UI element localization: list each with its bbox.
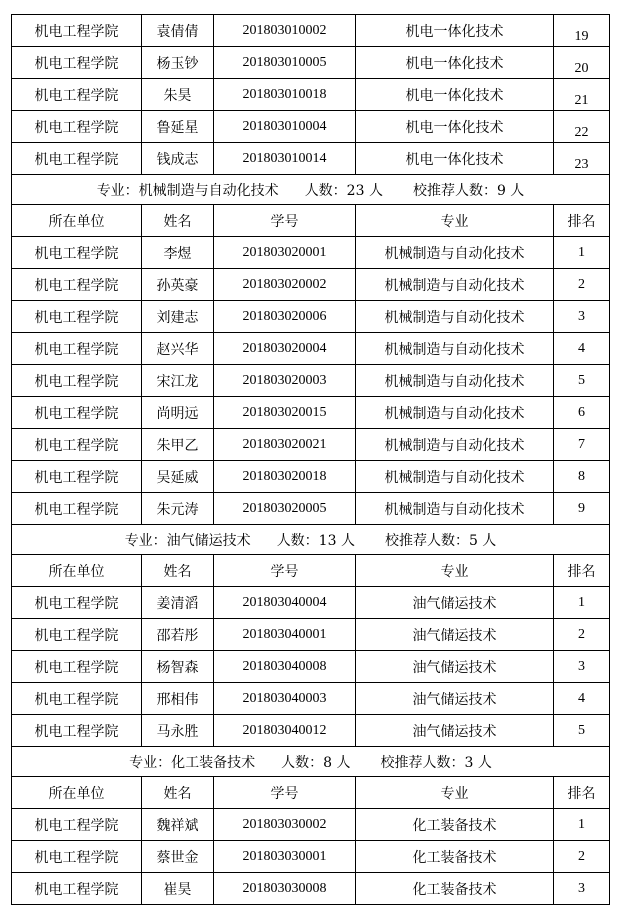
major-cell: 机电一体化技术 [356, 143, 554, 175]
column-header-row [12, 555, 610, 587]
major-cell: 油气储运技术 [356, 715, 554, 747]
student-id-cell: 201803040008 [214, 651, 356, 683]
name-cell: 朱昊 [142, 79, 214, 111]
rank-cell [554, 47, 610, 79]
major-cell: 机械制造与自动化技术 [356, 461, 554, 493]
name-cell: 朱元涛 [142, 493, 214, 525]
rank-value: 22 [574, 124, 589, 140]
major-cell: 机械制造与自动化技术 [356, 301, 554, 333]
section-major: 专业：油气储运技术 [124, 532, 251, 549]
unit-cell: 机电工程学院 [12, 365, 142, 397]
major-cell: 机械制造与自动化技术 [356, 333, 554, 365]
rank-cell: 3 [554, 873, 610, 905]
table-row [12, 619, 610, 651]
rank-cell: 2 [554, 619, 610, 651]
name-cell: 杨智森 [142, 651, 214, 683]
ranking-document [11, 14, 609, 905]
student-id-cell: 201803030002 [214, 809, 356, 841]
header-unit: 所在单位 [12, 205, 142, 237]
header-name: 姓名 [142, 555, 214, 587]
rank-cell: 1 [554, 809, 610, 841]
name-cell: 蔡世金 [142, 841, 214, 873]
student-id-cell: 201803020001 [214, 237, 356, 269]
rank-cell: 1 [554, 237, 610, 269]
name-cell: 邵若彤 [142, 619, 214, 651]
unit-cell: 机电工程学院 [12, 397, 142, 429]
unit-cell: 机电工程学院 [12, 111, 142, 143]
name-cell: 魏祥斌 [142, 809, 214, 841]
student-id-cell: 201803020018 [214, 461, 356, 493]
major-cell: 油气储运技术 [356, 619, 554, 651]
column-header-row [12, 777, 610, 809]
unit-cell: 机电工程学院 [12, 619, 142, 651]
unit-cell: 机电工程学院 [12, 47, 142, 79]
rank-cell: 5 [554, 365, 610, 397]
table-row [12, 397, 610, 429]
header-major: 专业 [356, 777, 554, 809]
unit-cell: 机电工程学院 [12, 715, 142, 747]
major-cell: 油气储运技术 [356, 683, 554, 715]
unit-cell: 机电工程学院 [12, 461, 142, 493]
table-row [12, 143, 610, 175]
rank-cell [554, 79, 610, 111]
rank-cell: 2 [554, 269, 610, 301]
section-summary-row [12, 747, 610, 777]
student-id-cell: 201803040012 [214, 715, 356, 747]
major-cell: 机械制造与自动化技术 [356, 365, 554, 397]
section-major: 专业：化工装备技术 [129, 754, 256, 771]
student-id-cell: 201803020002 [214, 269, 356, 301]
student-id-cell: 201803010002 [214, 15, 356, 47]
student-id-cell: 201803010004 [214, 111, 356, 143]
section-count: 人数：23 人 [304, 182, 383, 199]
student-id-cell: 201803030001 [214, 841, 356, 873]
table-row [12, 269, 610, 301]
student-id-cell: 201803020006 [214, 301, 356, 333]
rank-cell: 5 [554, 715, 610, 747]
table-row [12, 333, 610, 365]
student-id-cell: 201803010014 [214, 143, 356, 175]
unit-cell: 机电工程学院 [12, 841, 142, 873]
student-id-cell: 201803020005 [214, 493, 356, 525]
section-count: 人数：8 人 [281, 754, 351, 771]
header-rank: 排名 [554, 777, 610, 809]
header-student-id: 学号 [214, 555, 356, 587]
header-student-id: 学号 [214, 777, 356, 809]
name-cell: 钱成志 [142, 143, 214, 175]
rank-cell [554, 143, 610, 175]
major-cell: 机械制造与自动化技术 [356, 493, 554, 525]
ranking-table-body [12, 15, 610, 905]
header-name: 姓名 [142, 205, 214, 237]
table-row [12, 461, 610, 493]
table-row [12, 237, 610, 269]
section-summary [12, 525, 610, 555]
section-recommend-count: 校推荐人数：5 人 [384, 532, 497, 549]
header-rank: 排名 [554, 205, 610, 237]
header-major: 专业 [356, 205, 554, 237]
table-row [12, 47, 610, 79]
header-name: 姓名 [142, 777, 214, 809]
major-cell: 油气储运技术 [356, 651, 554, 683]
unit-cell: 机电工程学院 [12, 493, 142, 525]
section-major: 专业：机械制造与自动化技术 [96, 182, 279, 199]
table-row [12, 301, 610, 333]
table-row [12, 587, 610, 619]
name-cell: 崔昊 [142, 873, 214, 905]
rank-cell: 8 [554, 461, 610, 493]
table-row [12, 365, 610, 397]
unit-cell: 机电工程学院 [12, 651, 142, 683]
header-rank: 排名 [554, 555, 610, 587]
name-cell: 尚明远 [142, 397, 214, 429]
section-summary-row [12, 175, 610, 205]
table-row [12, 111, 610, 143]
ranking-table [11, 14, 610, 905]
unit-cell: 机电工程学院 [12, 333, 142, 365]
rank-cell [554, 15, 610, 47]
rank-cell: 3 [554, 651, 610, 683]
header-unit: 所在单位 [12, 555, 142, 587]
name-cell: 朱甲乙 [142, 429, 214, 461]
major-cell: 化工装备技术 [356, 841, 554, 873]
student-id-cell: 201803040004 [214, 587, 356, 619]
table-row [12, 841, 610, 873]
rank-cell: 4 [554, 683, 610, 715]
student-id-cell: 201803040003 [214, 683, 356, 715]
name-cell: 刘建志 [142, 301, 214, 333]
section-summary-row [12, 525, 610, 555]
name-cell: 赵兴华 [142, 333, 214, 365]
table-row [12, 873, 610, 905]
major-cell: 化工装备技术 [356, 809, 554, 841]
rank-value: 20 [574, 60, 589, 76]
table-row [12, 15, 610, 47]
major-cell: 油气储运技术 [356, 587, 554, 619]
rank-value: 19 [574, 28, 589, 44]
unit-cell: 机电工程学院 [12, 301, 142, 333]
section-summary [12, 175, 610, 205]
section-summary [12, 747, 610, 777]
table-row [12, 79, 610, 111]
student-id-cell: 201803040001 [214, 619, 356, 651]
rank-cell: 1 [554, 587, 610, 619]
rank-value: 23 [574, 156, 589, 172]
major-cell: 机械制造与自动化技术 [356, 429, 554, 461]
table-row [12, 715, 610, 747]
rank-cell: 7 [554, 429, 610, 461]
rank-cell: 6 [554, 397, 610, 429]
section-count: 人数：13 人 [276, 532, 355, 549]
student-id-cell: 201803010018 [214, 79, 356, 111]
section-recommend-count: 校推荐人数：3 人 [380, 754, 492, 771]
student-id-cell: 201803020004 [214, 333, 356, 365]
unit-cell: 机电工程学院 [12, 79, 142, 111]
header-major: 专业 [356, 555, 554, 587]
column-header-row [12, 205, 610, 237]
table-row [12, 429, 610, 461]
student-id-cell: 201803020021 [214, 429, 356, 461]
table-row [12, 683, 610, 715]
rank-cell: 2 [554, 841, 610, 873]
section-recommend-count: 校推荐人数：9 人 [412, 182, 525, 199]
rank-cell: 9 [554, 493, 610, 525]
table-row [12, 651, 610, 683]
name-cell: 鲁延星 [142, 111, 214, 143]
rank-cell [554, 111, 610, 143]
header-student-id: 学号 [214, 205, 356, 237]
major-cell: 机电一体化技术 [356, 79, 554, 111]
name-cell: 姜清滔 [142, 587, 214, 619]
name-cell: 宋江龙 [142, 365, 214, 397]
name-cell: 邢相伟 [142, 683, 214, 715]
unit-cell: 机电工程学院 [12, 143, 142, 175]
student-id-cell: 201803020015 [214, 397, 356, 429]
unit-cell: 机电工程学院 [12, 809, 142, 841]
unit-cell: 机电工程学院 [12, 587, 142, 619]
major-cell: 机电一体化技术 [356, 47, 554, 79]
unit-cell: 机电工程学院 [12, 873, 142, 905]
name-cell: 袁倩倩 [142, 15, 214, 47]
major-cell: 机电一体化技术 [356, 111, 554, 143]
name-cell: 马永胜 [142, 715, 214, 747]
unit-cell: 机电工程学院 [12, 237, 142, 269]
student-id-cell: 201803020003 [214, 365, 356, 397]
unit-cell: 机电工程学院 [12, 683, 142, 715]
name-cell: 李煜 [142, 237, 214, 269]
student-id-cell: 201803010005 [214, 47, 356, 79]
major-cell: 机械制造与自动化技术 [356, 397, 554, 429]
major-cell: 化工装备技术 [356, 873, 554, 905]
name-cell: 杨玉钞 [142, 47, 214, 79]
major-cell: 机械制造与自动化技术 [356, 237, 554, 269]
name-cell: 孙英豪 [142, 269, 214, 301]
unit-cell: 机电工程学院 [12, 15, 142, 47]
unit-cell: 机电工程学院 [12, 429, 142, 461]
major-cell: 机械制造与自动化技术 [356, 269, 554, 301]
unit-cell: 机电工程学院 [12, 269, 142, 301]
rank-cell: 3 [554, 301, 610, 333]
table-row [12, 809, 610, 841]
header-unit: 所在单位 [12, 777, 142, 809]
rank-cell: 4 [554, 333, 610, 365]
table-row [12, 493, 610, 525]
major-cell: 机电一体化技术 [356, 15, 554, 47]
rank-value: 21 [574, 92, 589, 108]
name-cell: 吴延威 [142, 461, 214, 493]
student-id-cell: 201803030008 [214, 873, 356, 905]
